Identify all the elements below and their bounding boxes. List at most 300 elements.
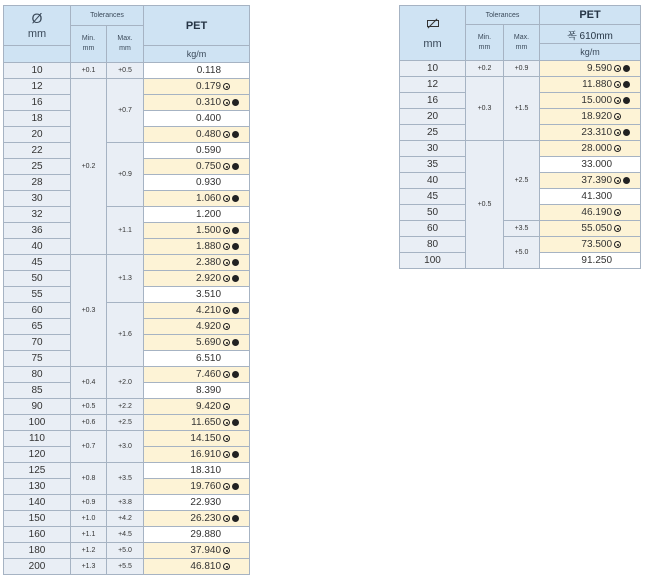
size-cell: 160 xyxy=(4,527,71,543)
filled-dot-icon xyxy=(232,483,239,490)
table-row xyxy=(4,543,250,559)
weight-value: 0.310 xyxy=(195,97,222,108)
availability-marks xyxy=(223,175,247,190)
availability-marks xyxy=(223,223,247,238)
weight-value: 19.760 xyxy=(190,481,222,492)
weight-value: 37.390 xyxy=(581,175,613,186)
weight-value: 29.880 xyxy=(190,529,222,540)
weight-cell xyxy=(540,253,641,269)
weight-cell xyxy=(144,271,250,287)
weight-cell xyxy=(540,93,641,109)
diameter-symbol: Ø xyxy=(31,9,43,26)
size-cell: 20 xyxy=(4,127,71,143)
width-note: 폭 610mm xyxy=(540,25,641,44)
availability-marks xyxy=(223,383,247,398)
size-cell: 10 xyxy=(400,61,466,77)
availability-marks xyxy=(223,303,247,318)
table-row xyxy=(400,221,641,237)
size-cell: 50 xyxy=(400,205,466,221)
availability-marks xyxy=(614,253,638,268)
weight-value: 55.050 xyxy=(581,223,613,234)
weight-cell xyxy=(540,109,641,125)
weight-cell xyxy=(144,495,250,511)
size-cell: 30 xyxy=(400,141,466,157)
size-cell: 100 xyxy=(400,253,466,269)
weight-cell xyxy=(144,527,250,543)
ring-dot-icon xyxy=(614,241,621,248)
table-row xyxy=(4,415,250,431)
max-tolerance-cell: +3.8 xyxy=(107,495,144,511)
ring-dot-icon xyxy=(223,227,230,234)
size-cell: 12 xyxy=(400,77,466,93)
availability-marks xyxy=(223,559,247,574)
availability-marks xyxy=(223,367,247,382)
flat-bar-icon xyxy=(425,18,441,29)
weight-value: 0.750 xyxy=(195,161,222,172)
availability-marks xyxy=(614,125,638,140)
size-cell: 150 xyxy=(4,511,71,527)
weight-cell xyxy=(144,319,250,335)
size-cell: 85 xyxy=(4,383,71,399)
ring-dot-icon xyxy=(223,435,230,442)
weight-value: 5.690 xyxy=(195,337,222,348)
availability-marks xyxy=(223,143,247,158)
availability-marks xyxy=(223,511,247,526)
ring-dot-icon xyxy=(223,563,230,570)
weight-value: 0.118 xyxy=(196,65,222,76)
value-unit-header: kg/m xyxy=(144,46,250,63)
material-header: PET xyxy=(540,6,641,25)
table-row xyxy=(400,141,641,157)
min-tolerance-cell: +0.5 xyxy=(71,399,107,415)
filled-dot-icon xyxy=(232,515,239,522)
weight-value: 41.300 xyxy=(581,191,613,202)
table-row xyxy=(4,463,250,479)
weight-value: 1.200 xyxy=(195,209,222,220)
weight-cell xyxy=(540,77,641,93)
availability-marks xyxy=(614,173,638,188)
diameter-header xyxy=(4,6,71,46)
availability-marks xyxy=(614,93,638,108)
weight-value: 1.060 xyxy=(195,193,222,204)
ring-dot-icon xyxy=(223,259,230,266)
size-cell: 180 xyxy=(4,543,71,559)
availability-marks xyxy=(223,351,247,366)
weight-cell xyxy=(144,335,250,351)
weight-cell xyxy=(144,175,250,191)
max-tolerance-cell: +1.1 xyxy=(107,207,144,255)
weight-value: 8.390 xyxy=(195,385,222,396)
weight-cell xyxy=(144,351,250,367)
max-tolerance-cell: +2.5 xyxy=(504,141,540,221)
table-row xyxy=(4,79,250,95)
min-tolerance-cell: +0.1 xyxy=(71,63,107,79)
weight-value: 11.650 xyxy=(191,417,222,428)
ring-dot-icon xyxy=(223,83,230,90)
weight-value: 9.590 xyxy=(586,63,613,74)
weight-value: 26.230 xyxy=(190,513,222,524)
size-cell: 80 xyxy=(4,367,71,383)
weight-value: 2.920 xyxy=(195,273,222,284)
max-tolerance-cell: +4.5 xyxy=(107,527,144,543)
value-unit-header: kg/m xyxy=(540,44,641,61)
max-tolerance-cell: +3.5 xyxy=(504,221,540,237)
filled-dot-icon xyxy=(623,129,630,136)
weight-value: 1.880 xyxy=(195,241,222,252)
availability-marks xyxy=(223,495,247,510)
ring-dot-icon xyxy=(614,129,621,136)
size-cell: 20 xyxy=(400,109,466,125)
availability-marks xyxy=(614,61,638,76)
filled-dot-icon xyxy=(232,275,239,282)
ring-dot-icon xyxy=(614,177,621,184)
ring-dot-icon xyxy=(223,451,230,458)
availability-marks xyxy=(223,319,247,334)
weight-value: 3.510 xyxy=(195,289,222,300)
weight-value: 91.250 xyxy=(581,255,613,266)
weight-value: 9.420 xyxy=(195,401,222,412)
weight-value: 0.400 xyxy=(195,113,222,124)
weight-cell xyxy=(144,399,250,415)
min-tolerance-cell: +0.2 xyxy=(71,79,107,255)
weight-cell xyxy=(144,143,250,159)
weight-value: 18.310 xyxy=(190,465,222,476)
table-row xyxy=(4,431,250,447)
diameter-unit: mm xyxy=(27,27,47,40)
min-tolerance-cell: +0.9 xyxy=(71,495,107,511)
max-tolerance-cell: +1.5 xyxy=(504,77,540,141)
table-row xyxy=(4,143,250,159)
ring-dot-icon xyxy=(614,65,621,72)
size-cell: 28 xyxy=(4,175,71,191)
weight-value: 0.179 xyxy=(195,81,222,92)
table-row xyxy=(4,495,250,511)
left-spec-table xyxy=(3,5,250,575)
availability-marks xyxy=(223,415,247,430)
ring-dot-icon xyxy=(223,323,230,330)
weight-cell xyxy=(144,383,250,399)
filled-dot-icon xyxy=(232,243,239,250)
weight-value: 46.190 xyxy=(581,207,613,218)
weight-cell xyxy=(144,287,250,303)
ring-dot-icon xyxy=(614,113,621,120)
min-tolerance-cell: +1.0 xyxy=(71,511,107,527)
ring-dot-icon xyxy=(223,163,230,170)
weight-value: 6.510 xyxy=(195,353,222,364)
weight-cell xyxy=(144,447,250,463)
filled-dot-icon xyxy=(232,259,239,266)
ring-dot-icon xyxy=(223,515,230,522)
availability-marks xyxy=(614,205,638,220)
weight-value: 14.150 xyxy=(190,433,222,444)
table-row xyxy=(4,255,250,271)
weight-cell xyxy=(540,221,641,237)
weight-value: 28.000 xyxy=(581,143,613,154)
right-spec-table xyxy=(399,5,641,269)
weight-value: 16.910 xyxy=(190,449,222,460)
availability-marks xyxy=(223,191,247,206)
max-tolerance-cell: +5.5 xyxy=(107,559,144,575)
ring-dot-icon xyxy=(223,99,230,106)
table-row xyxy=(4,207,250,223)
max-tolerance-cell: +5.0 xyxy=(504,237,540,269)
tolerances-header: Tolerances xyxy=(466,6,540,25)
weight-cell xyxy=(144,559,250,575)
min-tolerance-cell: +0.4 xyxy=(71,367,107,399)
weight-value: 4.920 xyxy=(195,321,222,332)
size-cell: 30 xyxy=(4,191,71,207)
weight-value: 4.210 xyxy=(195,305,222,316)
filled-dot-icon xyxy=(232,339,239,346)
min-tolerance-cell: +0.5 xyxy=(466,141,504,269)
filled-dot-icon xyxy=(232,371,239,378)
size-cell: 110 xyxy=(4,431,71,447)
availability-marks xyxy=(614,109,638,124)
availability-marks xyxy=(223,479,247,494)
max-tolerance-cell: +0.7 xyxy=(107,79,144,143)
weight-cell xyxy=(540,157,641,173)
thickness-unit: mm xyxy=(423,38,442,50)
right-table-body xyxy=(400,61,641,269)
size-cell: 55 xyxy=(4,287,71,303)
max-header: Max. mm xyxy=(107,26,144,63)
diameter-unit-spacer xyxy=(4,46,71,63)
min-tolerance-cell: +1.2 xyxy=(71,543,107,559)
availability-marks xyxy=(223,255,247,270)
availability-marks xyxy=(614,221,638,236)
max-tolerance-cell: +0.9 xyxy=(504,61,540,77)
weight-cell xyxy=(144,191,250,207)
table-row xyxy=(400,61,641,77)
weight-cell xyxy=(144,63,250,79)
filled-dot-icon xyxy=(232,307,239,314)
min-tolerance-cell: +1.3 xyxy=(71,559,107,575)
availability-marks xyxy=(223,271,247,286)
availability-marks xyxy=(223,159,247,174)
left-table-body xyxy=(4,63,250,575)
size-cell: 60 xyxy=(4,303,71,319)
availability-marks xyxy=(223,79,247,94)
availability-marks xyxy=(223,127,247,142)
weight-cell xyxy=(540,125,641,141)
filled-dot-icon xyxy=(623,97,630,104)
weight-value: 15.000 xyxy=(581,95,613,106)
table-row xyxy=(4,511,250,527)
weight-cell xyxy=(144,511,250,527)
availability-marks xyxy=(223,335,247,350)
weight-value: 46.810 xyxy=(190,561,222,572)
weight-value: 37.940 xyxy=(190,545,222,556)
size-cell: 16 xyxy=(4,95,71,111)
size-cell: 80 xyxy=(400,237,466,253)
ring-dot-icon xyxy=(223,483,230,490)
size-cell: 50 xyxy=(4,271,71,287)
min-header: Min. mm xyxy=(466,25,504,61)
ring-dot-icon xyxy=(223,275,230,282)
weight-cell xyxy=(540,61,641,77)
ring-dot-icon xyxy=(614,145,621,152)
weight-cell xyxy=(144,127,250,143)
availability-marks xyxy=(223,95,247,110)
min-tolerance-cell: +1.1 xyxy=(71,527,107,543)
size-cell: 200 xyxy=(4,559,71,575)
availability-marks xyxy=(614,77,638,92)
weight-value: 33.000 xyxy=(581,159,613,170)
weight-value: 2.380 xyxy=(195,257,222,268)
weight-value: 0.480 xyxy=(195,129,222,140)
size-cell: 18 xyxy=(4,111,71,127)
size-cell: 16 xyxy=(400,93,466,109)
weight-value: 73.500 xyxy=(581,239,613,250)
ring-dot-icon xyxy=(223,131,230,138)
max-tolerance-cell: +1.6 xyxy=(107,303,144,367)
weight-cell xyxy=(540,141,641,157)
weight-value: 0.590 xyxy=(195,145,222,156)
availability-marks xyxy=(614,189,638,204)
min-tolerance-cell: +0.3 xyxy=(466,77,504,141)
ring-dot-icon xyxy=(614,97,621,104)
ring-dot-icon xyxy=(614,209,621,216)
weight-cell xyxy=(144,223,250,239)
max-header: Max. mm xyxy=(504,25,540,61)
filled-dot-icon xyxy=(232,99,239,106)
weight-value: 11.880 xyxy=(582,79,613,90)
ring-dot-icon xyxy=(614,225,621,232)
weight-cell xyxy=(540,205,641,221)
max-tolerance-cell: +0.5 xyxy=(107,63,144,79)
weight-value: 23.310 xyxy=(581,127,613,138)
weight-cell xyxy=(144,79,250,95)
max-tolerance-cell: +1.3 xyxy=(107,255,144,303)
availability-marks xyxy=(223,287,247,302)
min-tolerance-cell: +0.2 xyxy=(466,61,504,77)
availability-marks xyxy=(223,207,247,222)
max-tolerance-cell: +4.2 xyxy=(107,511,144,527)
size-cell: 120 xyxy=(4,447,71,463)
size-cell: 75 xyxy=(4,351,71,367)
ring-dot-icon xyxy=(223,547,230,554)
availability-marks xyxy=(223,111,247,126)
ring-dot-icon xyxy=(223,307,230,314)
size-cell: 45 xyxy=(4,255,71,271)
size-cell: 25 xyxy=(4,159,71,175)
weight-cell xyxy=(144,543,250,559)
size-cell: 130 xyxy=(4,479,71,495)
ring-dot-icon xyxy=(223,403,230,410)
availability-marks xyxy=(223,239,247,254)
filled-dot-icon xyxy=(623,81,630,88)
size-cell: 22 xyxy=(4,143,71,159)
filled-dot-icon xyxy=(623,177,630,184)
thickness-header xyxy=(400,6,466,61)
filled-dot-icon xyxy=(232,451,239,458)
weight-cell xyxy=(540,237,641,253)
table-row xyxy=(4,367,250,383)
min-header: Min. mm xyxy=(71,26,107,63)
weight-value: 18.920 xyxy=(581,111,613,122)
min-tolerance-cell: +0.6 xyxy=(71,415,107,431)
availability-marks xyxy=(223,447,247,462)
size-cell: 10 xyxy=(4,63,71,79)
filled-dot-icon xyxy=(232,227,239,234)
table-row xyxy=(4,303,250,319)
filled-dot-icon xyxy=(232,163,239,170)
availability-marks xyxy=(223,63,247,78)
min-tolerance-cell: +0.7 xyxy=(71,431,107,463)
ring-dot-icon xyxy=(223,371,230,378)
size-cell: 35 xyxy=(400,157,466,173)
max-tolerance-cell: +2.5 xyxy=(107,415,144,431)
filled-dot-icon xyxy=(232,131,239,138)
size-cell: 60 xyxy=(400,221,466,237)
ring-dot-icon xyxy=(223,419,230,426)
min-tolerance-cell: +0.3 xyxy=(71,255,107,367)
ring-dot-icon xyxy=(223,339,230,346)
size-cell: 25 xyxy=(400,125,466,141)
table-row xyxy=(4,559,250,575)
table-row xyxy=(4,399,250,415)
size-cell: 125 xyxy=(4,463,71,479)
availability-marks xyxy=(614,237,638,252)
availability-marks xyxy=(614,141,638,156)
weight-cell xyxy=(144,463,250,479)
availability-marks xyxy=(614,157,638,172)
weight-cell xyxy=(144,95,250,111)
availability-marks xyxy=(223,399,247,414)
weight-cell xyxy=(540,173,641,189)
availability-marks xyxy=(223,527,247,542)
table-row xyxy=(4,63,250,79)
material-header: PET xyxy=(144,6,250,46)
max-tolerance-cell: +3.0 xyxy=(107,431,144,463)
table-row xyxy=(4,527,250,543)
availability-marks xyxy=(223,463,247,478)
weight-cell xyxy=(144,255,250,271)
size-cell: 100 xyxy=(4,415,71,431)
weight-cell xyxy=(144,431,250,447)
size-cell: 36 xyxy=(4,223,71,239)
availability-marks xyxy=(223,543,247,558)
weight-cell xyxy=(144,159,250,175)
weight-cell xyxy=(144,303,250,319)
weight-cell xyxy=(144,239,250,255)
max-tolerance-cell: +3.5 xyxy=(107,463,144,495)
size-cell: 40 xyxy=(400,173,466,189)
table-row xyxy=(400,77,641,93)
size-cell: 12 xyxy=(4,79,71,95)
size-cell: 32 xyxy=(4,207,71,223)
size-cell: 65 xyxy=(4,319,71,335)
max-tolerance-cell: +2.0 xyxy=(107,367,144,399)
weight-cell xyxy=(144,479,250,495)
max-tolerance-cell: +0.9 xyxy=(107,143,144,207)
weight-value: 7.460 xyxy=(195,369,222,380)
ring-dot-icon xyxy=(223,195,230,202)
max-tolerance-cell: +5.0 xyxy=(107,543,144,559)
max-tolerance-cell: +2.2 xyxy=(107,399,144,415)
size-cell: 140 xyxy=(4,495,71,511)
availability-marks xyxy=(223,431,247,446)
weight-cell xyxy=(144,367,250,383)
min-tolerance-cell: +0.8 xyxy=(71,463,107,495)
filled-dot-icon xyxy=(623,65,630,72)
filled-dot-icon xyxy=(232,419,239,426)
weight-value: 22.930 xyxy=(190,497,222,508)
weight-cell xyxy=(144,415,250,431)
size-cell: 90 xyxy=(4,399,71,415)
table-row xyxy=(400,237,641,253)
tolerances-header: Tolerances xyxy=(71,6,144,26)
